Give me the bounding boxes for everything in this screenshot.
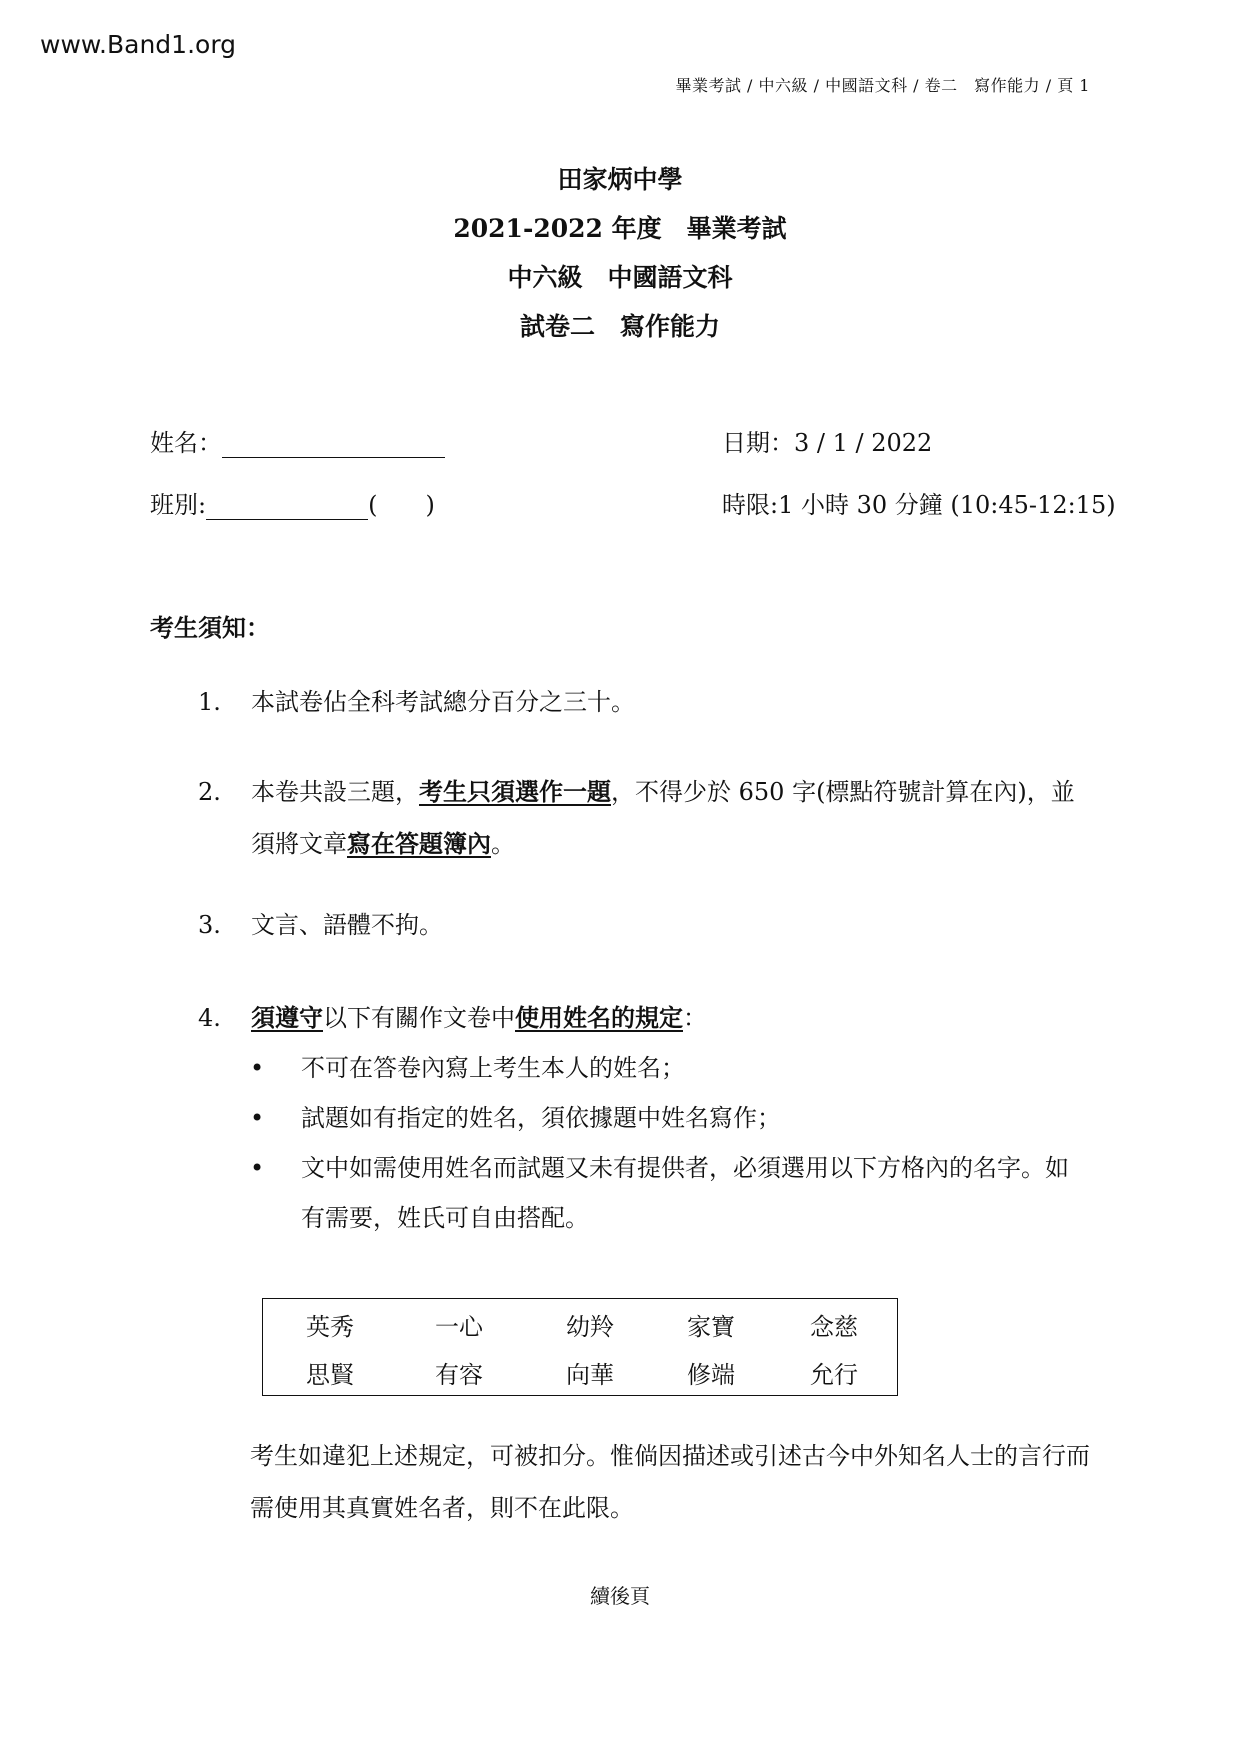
class-label: 班別:: [150, 491, 207, 519]
allowed-name: 幼羚: [566, 1313, 614, 1341]
text-run: 以下有關作文卷中: [323, 1004, 515, 1032]
item-number: 1.: [198, 688, 221, 716]
allowed-name: 修端: [687, 1361, 735, 1389]
rule-bullet: [250, 1043, 1090, 1093]
name-label: 姓名：: [150, 429, 222, 457]
bullet-dot-icon: •: [250, 1104, 265, 1132]
bullet-text: 不可在答卷內寫上考生本人的姓名；: [301, 1054, 685, 1082]
rule-bullet: [250, 1093, 1090, 1143]
names-row: [263, 1355, 897, 1395]
watermark-url: www.Band1.org: [40, 30, 237, 59]
title-block: [0, 155, 1240, 351]
notice-item-4: [198, 992, 1088, 1044]
emphasis-answer-book: 寫在答題簿內: [347, 829, 491, 858]
time-limit: 時限:1 小時 30 分鐘 (10:45-12:15): [722, 491, 1116, 519]
allowed-name: 允行: [810, 1361, 858, 1389]
notice-heading: 考生須知：: [150, 613, 270, 642]
item-text: [251, 992, 1088, 1044]
emphasis-choose-one: 考生只須選作一題: [419, 777, 611, 806]
exam-year: 2021-2022 年度 畢業考試: [453, 214, 787, 243]
text-run: ：: [683, 1004, 707, 1032]
item-number: 2.: [198, 778, 221, 806]
class-number-paren: ( ): [368, 491, 435, 519]
name-field: [150, 423, 445, 458]
item-number: 4.: [198, 1004, 221, 1032]
names-row: [263, 1307, 897, 1347]
allowed-name: 思賢: [306, 1361, 354, 1389]
allowed-name: 家寶: [687, 1313, 735, 1341]
text-run: 。: [491, 830, 515, 858]
emphasis-name-rules: 使用姓名的規定: [515, 1003, 683, 1032]
penalty-note: 考生如違犯上述規定，可被扣分。惟倘因描述或引述古今中外知名人士的言行而需使用其真實姓名者，則不在此限。: [250, 1442, 1090, 1522]
bullet-dot-icon: •: [250, 1054, 265, 1082]
bullet-text: 文中如需使用姓名而試題又未有提供者，必須選用以下方格內的名字。如有需要，姓氏可自由搭配。: [301, 1154, 1069, 1232]
school-name: 田家炳中學: [557, 165, 683, 194]
notice-item-1: [198, 676, 1088, 728]
continue-next-page: 續後頁: [590, 1584, 650, 1608]
item-text: 文言、語體不拘。: [251, 911, 443, 939]
notice-item-2: [198, 766, 1088, 870]
class-field: [150, 485, 435, 520]
class-blank-line[interactable]: [206, 493, 368, 520]
allowed-name: 英秀: [306, 1313, 354, 1341]
running-header: 畢業考試 / 中六級 / 中國語文科 / 卷二 寫作能力 / 頁 1: [675, 76, 1090, 95]
item-number: 3.: [198, 911, 221, 939]
text-run: 本卷共設三題，: [251, 778, 419, 806]
paper-title: 試卷二 寫作能力: [519, 312, 720, 341]
rule-bullet: [250, 1143, 1090, 1243]
allowed-name: 有容: [435, 1361, 483, 1389]
item-text: 本試卷佔全科考試總分百分之三十。: [251, 688, 635, 716]
text-run: ，不得少於 650 字(標點符號計算在內)，並須將文章: [251, 778, 1075, 858]
level-subject: 中六級 中國語文科: [507, 263, 733, 292]
allowed-names-box: [262, 1298, 898, 1396]
allowed-name: 一心: [435, 1313, 483, 1341]
bullet-text: 試題如有指定的姓名，須依據題中姓名寫作；: [301, 1104, 781, 1132]
emphasis-must-comply: 須遵守: [251, 1003, 323, 1032]
exam-date: 日期：3 / 1 / 2022: [722, 429, 933, 457]
name-blank-line[interactable]: [222, 431, 445, 458]
item-text: [251, 766, 1088, 870]
notice-item-3: [198, 899, 1088, 951]
bullet-dot-icon: •: [250, 1154, 265, 1182]
allowed-name: 向華: [566, 1361, 614, 1389]
allowed-name: 念慈: [810, 1313, 858, 1341]
